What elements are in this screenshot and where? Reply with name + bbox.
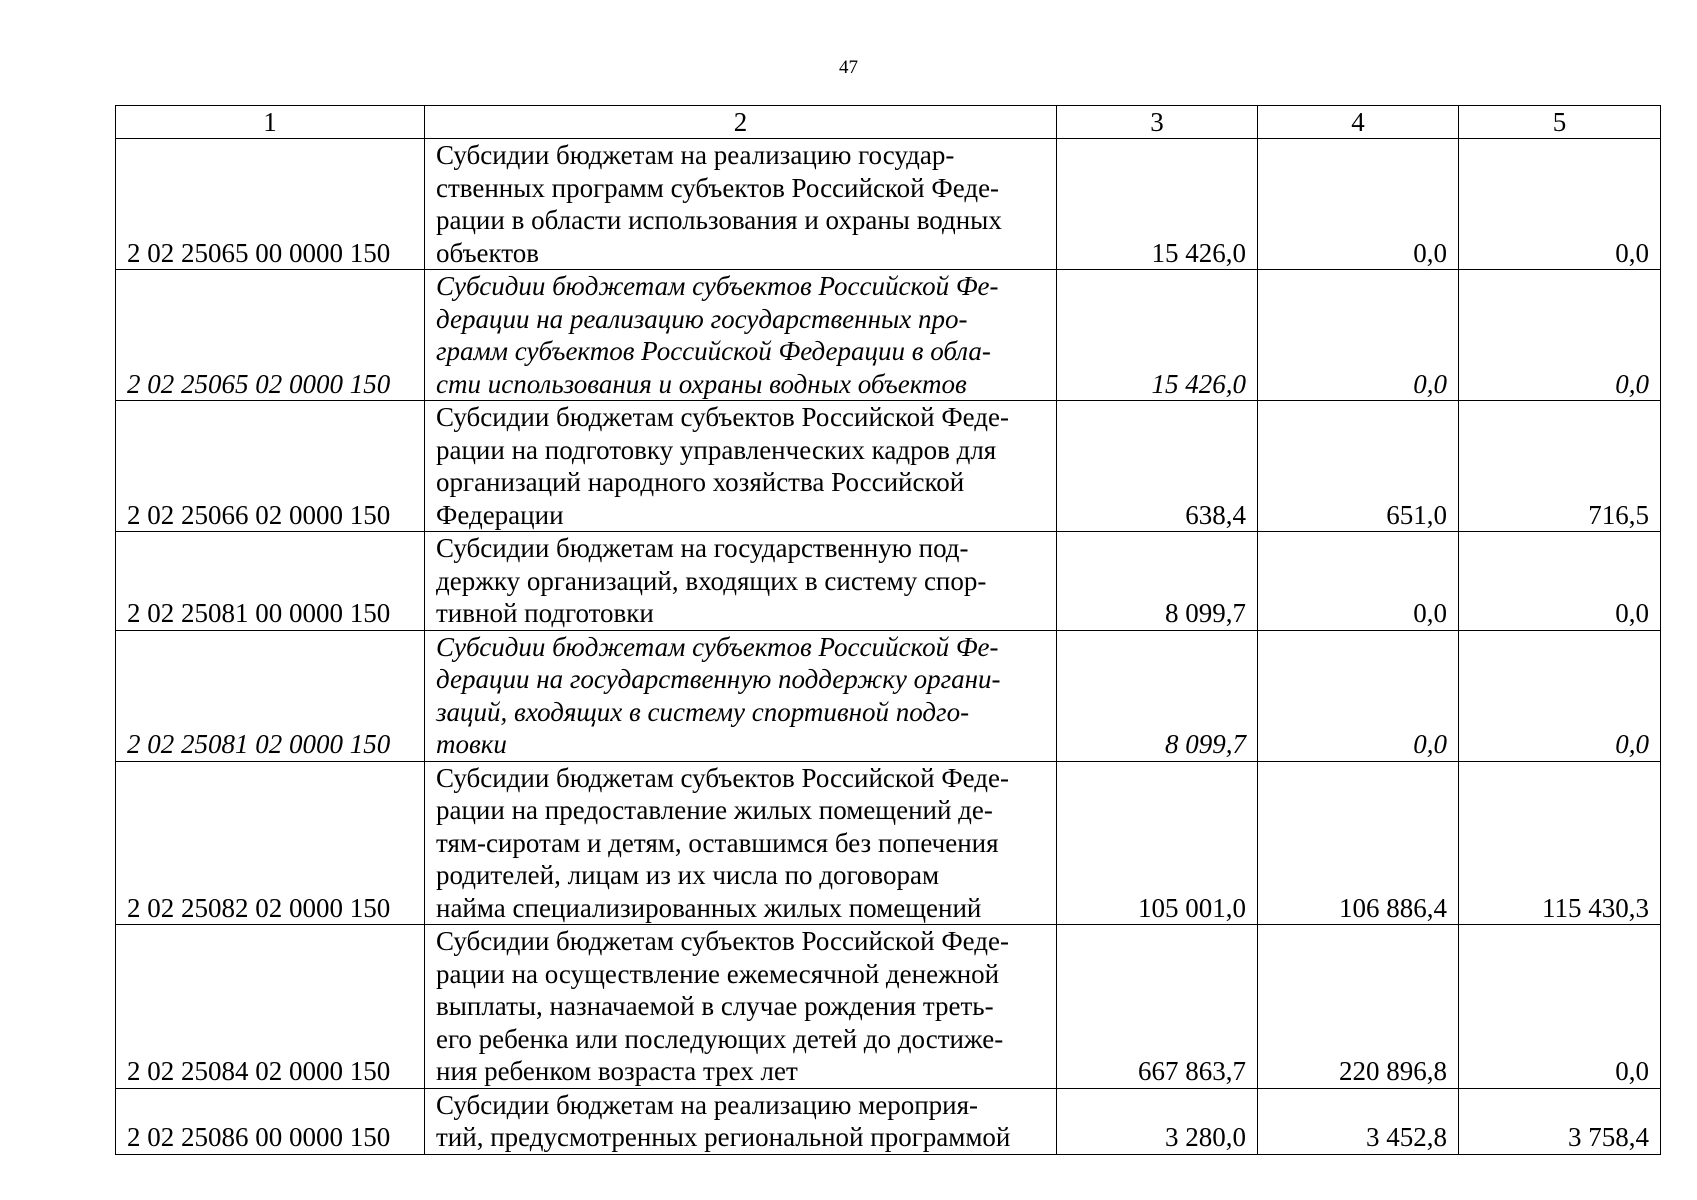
amount-col5-cell: 0,0: [1459, 139, 1661, 270]
amount-col5-cell: 115 430,3: [1459, 761, 1661, 925]
budget-table: [115, 105, 1661, 1155]
amount-col5-cell: 3 758,4: [1459, 1088, 1661, 1154]
description-cell: [425, 401, 1057, 532]
budget-code-cell: 2 02 25082 02 0000 150: [116, 761, 425, 925]
description-line: родителей, лицам из их числа по договорам: [436, 860, 940, 890]
table-row: [116, 1088, 1661, 1154]
amount-col3-cell: 8 099,7: [1057, 532, 1258, 631]
table-row: [116, 139, 1661, 270]
description-line: Федерации: [436, 499, 564, 530]
amount-col5-cell: 0,0: [1459, 925, 1661, 1089]
amount-col3-cell: 15 426,0: [1057, 270, 1258, 401]
table-row: [116, 630, 1661, 761]
description-line: рации на подготовку управленческих кадров для: [436, 434, 997, 465]
description-line: дерации на реализацию государственных про-: [436, 303, 968, 334]
description-line: товки: [436, 729, 507, 759]
amount-col4-cell: 0,0: [1258, 532, 1459, 631]
description-line: ния ребенком возраста трех лет: [436, 1056, 798, 1086]
description-line: Субсидии бюджетам субъектов Российской Фе-: [436, 271, 999, 301]
amount-col3-cell: 3 280,0: [1057, 1088, 1258, 1154]
amount-col3-cell: 8 099,7: [1057, 630, 1258, 761]
table-header-row: [116, 106, 1661, 139]
budget-code-cell: 2 02 25065 02 0000 150: [116, 270, 425, 401]
amount-col3-cell: 15 426,0: [1057, 139, 1258, 270]
description-cell: [425, 1088, 1057, 1154]
column-header-2: 2: [425, 106, 1057, 139]
table-row: [116, 532, 1661, 631]
description-line: тивной подготовки: [436, 598, 654, 628]
description-line: организаций народного хозяйства Российской: [436, 467, 965, 497]
amount-col4-cell: 3 452,8: [1258, 1088, 1459, 1154]
amount-col3-cell: 105 001,0: [1057, 761, 1258, 925]
amount-col5-cell: 0,0: [1459, 532, 1661, 631]
description-line: грамм субъектов Российской Федерации в обла-: [436, 336, 991, 366]
table-row: [116, 270, 1661, 401]
budget-code-cell: 2 02 25065 00 0000 150: [116, 139, 425, 270]
budget-code-cell: 2 02 25066 02 0000 150: [116, 401, 425, 532]
description-line: рации на предоставление жилых помещений де-: [436, 795, 993, 825]
description-line: сти использования и охраны водных объектов: [436, 368, 967, 399]
description-line: его ребенка или последующих детей до достиже-: [436, 1023, 1004, 1054]
description-line: Субсидии бюджетам субъектов Российской Фе-: [436, 631, 999, 662]
amount-col5-cell: 0,0: [1459, 630, 1661, 761]
column-header-5: 5: [1459, 106, 1661, 139]
description-line: найма специализированных жилых помещений: [436, 892, 982, 923]
description-line: тям-сиротам и детям, оставшимся без попечения: [436, 827, 999, 858]
budget-code-cell: 2 02 25081 02 0000 150: [116, 630, 425, 761]
amount-col3-cell: 638,4: [1057, 401, 1258, 532]
table-row: [116, 761, 1661, 925]
amount-col4-cell: 0,0: [1258, 270, 1459, 401]
amount-col5-cell: 716,5: [1459, 401, 1661, 532]
description-line: рации в области использования и охраны водных: [436, 205, 1002, 235]
table-row: [116, 401, 1661, 532]
amount-col5-cell: 0,0: [1459, 270, 1661, 401]
budget-code-cell: 2 02 25086 00 0000 150: [116, 1088, 425, 1154]
description-line: Субсидии бюджетам субъектов Российской Феде-: [436, 402, 1010, 432]
description-cell: [425, 139, 1057, 270]
amount-col4-cell: 0,0: [1258, 139, 1459, 270]
description-cell: [425, 270, 1057, 401]
table-body: [116, 139, 1661, 1155]
amount-col3-cell: 667 863,7: [1057, 925, 1258, 1089]
description-line: Субсидии бюджетам субъектов Российской Феде-: [436, 762, 1010, 793]
description-cell: [425, 761, 1057, 925]
description-line: Субсидии бюджетам на реализацию мероприя-: [436, 1089, 979, 1120]
description-line: ственных программ субъектов Российской Феде-: [436, 172, 1000, 203]
description-line: рации на осуществление ежемесячной денежной: [436, 958, 1000, 989]
page-number: 47: [839, 57, 858, 78]
amount-col4-cell: 0,0: [1258, 630, 1459, 761]
description-cell: [425, 925, 1057, 1089]
description-line: выплаты, назначаемой в случае рождения треть-: [436, 991, 994, 1021]
amount-col4-cell: 651,0: [1258, 401, 1459, 532]
description-line: Субсидии бюджетам на реализацию государ-: [436, 140, 955, 170]
description-line: держку организаций, входящих в систему спор-: [436, 565, 987, 596]
description-line: Субсидии бюджетам субъектов Российской Феде-: [436, 926, 1010, 956]
description-line: заций, входящих в систему спортивной подго-: [436, 696, 970, 727]
budget-code-cell: 2 02 25084 02 0000 150: [116, 925, 425, 1089]
description-line: тий, предусмотренных региональной программой: [436, 1122, 1011, 1152]
column-header-4: 4: [1258, 106, 1459, 139]
table-row: [116, 925, 1661, 1089]
column-header-3: 3: [1057, 106, 1258, 139]
description-cell: [425, 532, 1057, 631]
description-line: дерации на государственную поддержку органи-: [436, 664, 1001, 694]
column-header-1: 1: [116, 106, 425, 139]
description-cell: [425, 630, 1057, 761]
amount-col4-cell: 220 896,8: [1258, 925, 1459, 1089]
description-line: Субсидии бюджетам на государственную под-: [436, 533, 969, 563]
amount-col4-cell: 106 886,4: [1258, 761, 1459, 925]
budget-code-cell: 2 02 25081 00 0000 150: [116, 532, 425, 631]
description-line: объектов: [436, 237, 539, 268]
